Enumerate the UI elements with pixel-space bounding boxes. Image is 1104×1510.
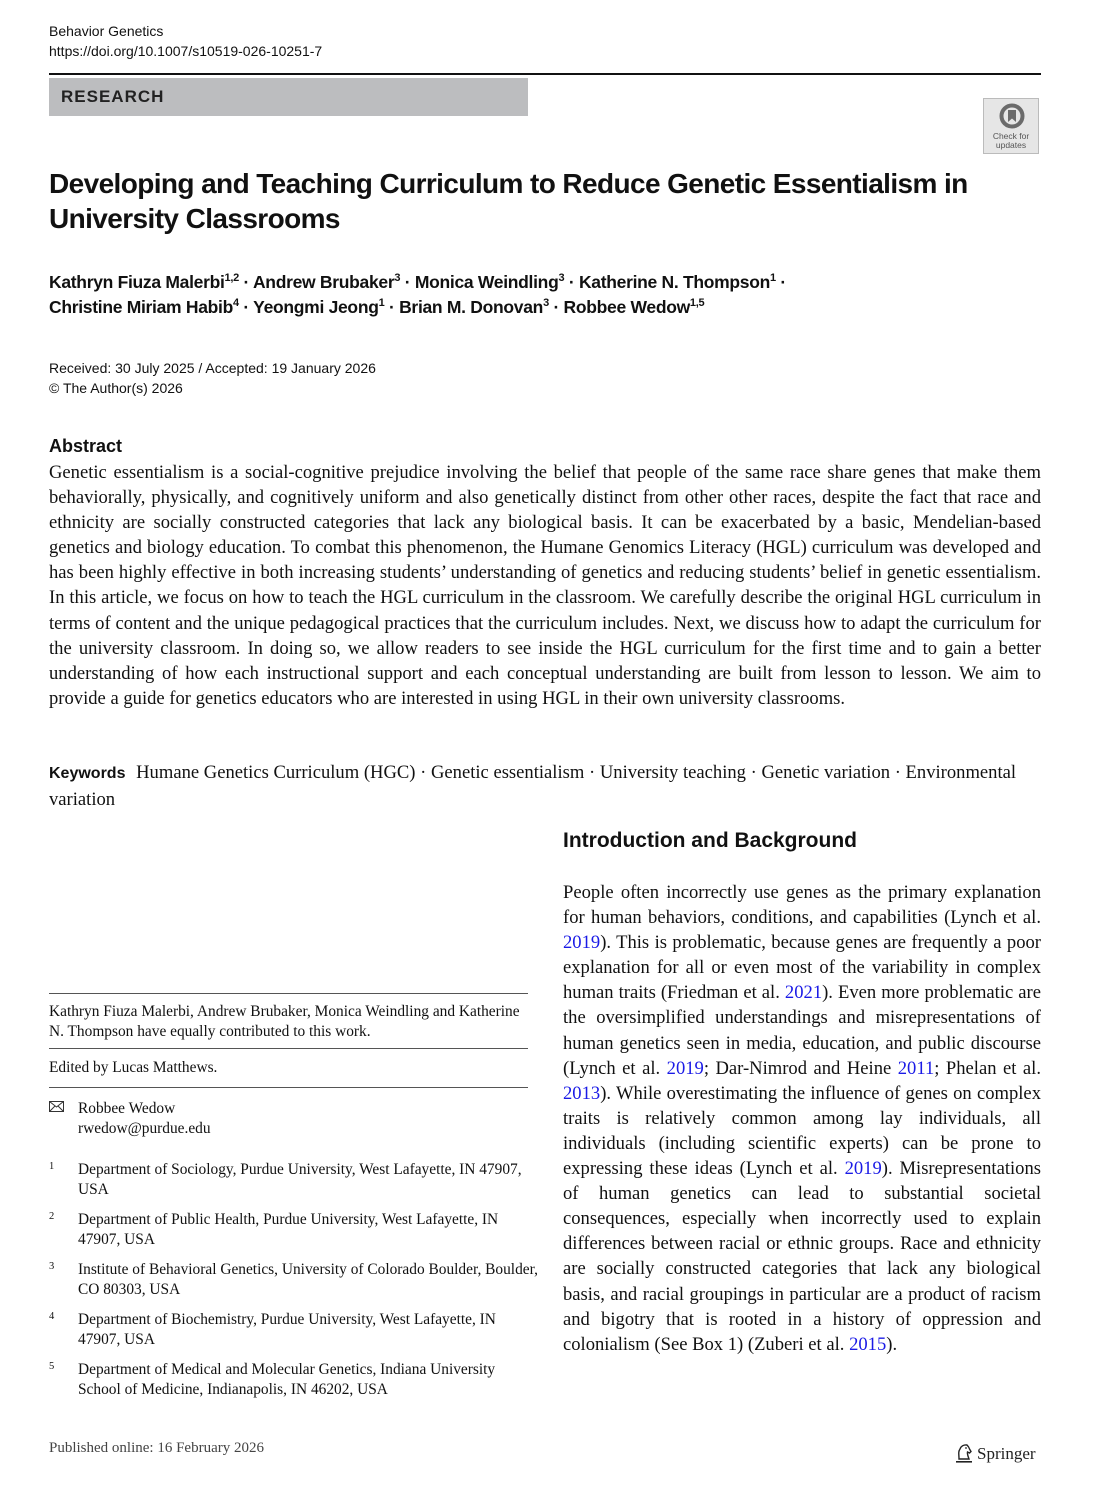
received-accepted-dates: Received: 30 July 2025 / Accepted: 19 January 2026 [49, 360, 376, 376]
author-affiliation-marker: 1 [770, 272, 776, 285]
introduction-paragraph: People often incorrectly use genes as the primary explanation for human behaviors, conditions, and capabilities (Lynch et al. 2019). This is problematic, because genes are frequently a poor explanation for all or even most of the variability in complex human traits (Friedman et al. 2021). Even more problematic are the oversimplified understandings and misrepresentations of human genetics seen in media, education, and public discourse (Lynch et al. 2019; Dar-Nimrod and Heine 2011; Phelan et al. 2013). While overestimating the influence of genes on complex traits is relatively common among lay individuals, all individuals (including scientific experts) can be prone to expressing these ideas (Lynch et al. 2019). Misrepresentations of human genetics can lead to substantial societal consequences, especially when incorrectly used to explain differences between racial or ethnic groups. Race and ethnicity are socially constructed categories that lack any biological basis, and racial groupings in particular are a product of racism and bigotry that is rooted in a history of oppression and colonialism (See Box 1) (Zuberi et al. 2015). [563, 882, 1042, 1355]
author-name[interactable]: Christine Miriam Habib$^4$ [49, 297, 239, 317]
copyright-notice: © The Author(s) 2026 [49, 380, 183, 396]
envelope-icon [49, 1101, 64, 1112]
check-for-updates-button[interactable] [983, 98, 1039, 154]
author-affiliation-marker: 4 [233, 297, 239, 310]
article-title: Developing and Teaching Curriculum to Reduce Genetic Essentialism in University Classrooms [49, 168, 968, 234]
springer-horse-icon [955, 1443, 973, 1463]
abstract-heading: Abstract [49, 436, 123, 456]
author-name[interactable]: Robbee Wedow$^{1,5}$ [563, 297, 705, 317]
keyword: Genetic variation [761, 762, 891, 783]
keywords-list: Humane Genetics Curriculum (HGC) · Genetic essentialism · University teaching · Genetic variation · Environmental variation [49, 762, 1017, 810]
corresponding-author [49, 1099, 528, 1141]
journal-name: Behavior Genetics [49, 23, 164, 39]
author-affiliation-marker: 3 [394, 272, 401, 285]
author-name[interactable]: Monica Weindling$^3$ [414, 272, 565, 292]
footnote-rule-3 [49, 1087, 528, 1088]
abstract-text: Genetic essentialism is a social-cognitive prejudice involving the belief that people of the same race share genes that make them behaviorally, physically, and cognitively uniform and also genetically distinct from other other races, despite the fact that race and ethnicity are socially constructed categories that lack any biological basis. It can be exacerbated by a basic, Mendelian-based genetics and biology education. To combat this phenomenon, the Humane Genomics Literacy (HGL) curriculum was developed and has been highly effective in both increasing students’ understanding of genetics and reducing students’ belief in genetic essentialism. In this article, we focus on how to teach the HGL curriculum in the classroom. We carefully describe the original HGL curriculum in terms of content and the unique pedagogical practices that the curriculum includes. Next, we discuss how to adapt the curriculum for the university classroom. In doing so, we allow readers to see inside the HGL curriculum for the first time and to gain a better understanding of how each instructional support and each conceptual understanding are built from lesson to lesson. We aim to provide a guide for genetics educators who are interested in using HGL in their own university classrooms. [49, 462, 1041, 709]
editor-note: Edited by Lucas Matthews. [49, 1059, 218, 1076]
published-online-date: Published online: 16 February 2026 [49, 1440, 264, 1456]
article-dates [49, 358, 376, 398]
keyword: University teaching [599, 762, 746, 783]
keywords-label: Keywords [49, 765, 126, 782]
affiliation-text: Department of Biochemistry, Purdue University, West Lafayette, IN 47907, USA [78, 1311, 496, 1348]
section-heading-introduction: Introduction and Background [563, 829, 857, 852]
affiliation-number: 5 [49, 1361, 55, 1372]
affiliation-number: 4 [49, 1311, 55, 1322]
check-for-updates-icon [999, 103, 1025, 129]
affiliation-text: Department of Medical and Molecular Genetics, Indiana University School of Medicine, Indianapolis, IN 46202, USA [78, 1361, 496, 1398]
affiliation-text: Institute of Behavioral Genetics, University of Colorado Boulder, Boulder, CO 80303, USA [78, 1261, 538, 1298]
citation-link[interactable]: 2019 [844, 1158, 882, 1180]
corresponding-author-email[interactable]: rwedow@purdue.edu [78, 1120, 211, 1137]
journal-header [49, 21, 322, 61]
check-for-updates-label-2: updates [995, 140, 1027, 150]
author-affiliation-marker: 3 [558, 272, 565, 285]
header-rule [49, 73, 1041, 75]
author-name[interactable]: Brian M. Donovan$^3$ [399, 297, 549, 317]
keyword: Genetic essentialism [430, 762, 585, 783]
author-name[interactable]: Yeongmi Jeong$^1$ [253, 297, 385, 317]
author-affiliation-marker: 1,5 [689, 297, 705, 310]
keyword: Humane Genetics Curriculum (HGC) [136, 762, 416, 783]
author-name[interactable]: Katherine N. Thompson$^1$ [578, 272, 776, 292]
author-affiliation-marker: 3 [543, 297, 549, 310]
footnote-rule-2 [49, 1048, 528, 1049]
doi-link[interactable]: https://doi.org/10.1007/s10519-026-10251-7 [49, 43, 323, 59]
footnote-rule-top [49, 993, 528, 994]
article-type-bar [49, 78, 528, 116]
publisher-logo [955, 1443, 1036, 1464]
citation-link[interactable]: 2013 [563, 1082, 601, 1104]
author-name[interactable]: Andrew Brubaker$^3$ [252, 272, 401, 292]
affiliation-number: 1 [49, 1161, 55, 1172]
citation-link[interactable]: 2019 [666, 1057, 704, 1079]
author-affiliation-marker: 1,2 [224, 272, 239, 285]
article-type-label: RESEARCH [61, 87, 165, 106]
affiliation-number: 2 [49, 1211, 55, 1222]
check-for-updates-label-1: Check for [992, 131, 1030, 141]
equal-contribution-note: Kathryn Fiuza Malerbi, Andrew Brubaker, Monica Weindling and Katherine N. Thompson have equally contributed to this work. [49, 1003, 520, 1040]
affiliation-number: 3 [49, 1261, 55, 1272]
corresponding-author-name: Robbee Wedow [78, 1100, 176, 1117]
affiliation-text: Department of Sociology, Purdue University, West Lafayette, IN 47907, USA [78, 1161, 522, 1198]
affiliation-text: Department of Public Health, Purdue University, West Lafayette, IN 47907, USA [78, 1211, 499, 1248]
keyword: Environmental variation [49, 762, 1017, 810]
author-name[interactable]: Kathryn Fiuza Malerbi$^{1,2}$ [49, 272, 239, 292]
citation-link[interactable]: 2021 [784, 982, 823, 1004]
citation-link[interactable]: 2019 [563, 932, 601, 954]
citation-link[interactable]: 2015 [849, 1333, 887, 1355]
citation-link[interactable]: 2011 [897, 1057, 935, 1079]
publisher-name: Springer [977, 1444, 1036, 1463]
keywords-section [49, 760, 1041, 812]
author-list: Kathryn Fiuza Malerbi$^{1,2}$ · Andrew Brubaker$^3$ · Monica Weindling$^3$ · Katherine N. Thompson$^1$ · Christine Miriam Habib$^4$ · Yeongmi Jeong$^1$ · Brian M. Donovan$^3$ · Robbee Wedow$^{1,5}$ [49, 272, 786, 317]
author-affiliation-marker: 1 [378, 297, 385, 310]
